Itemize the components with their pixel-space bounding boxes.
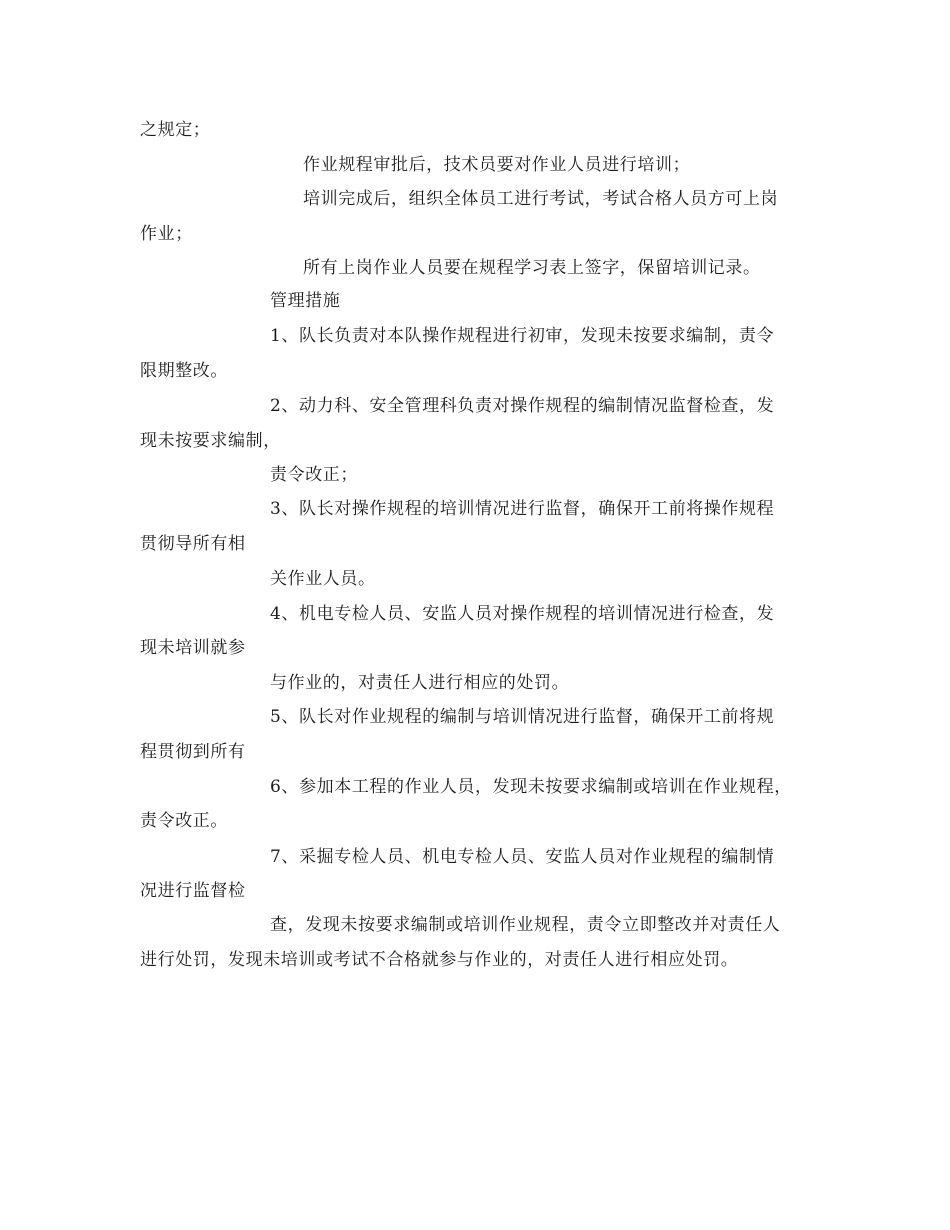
text-line: 与作业的，对责任人进行相应的处罚。 xyxy=(270,673,570,693)
text-line: 4、机电专检人员、安监人员对操作规程的培训情况进行检查，发 xyxy=(270,604,775,624)
text-line: 1、队长负责对本队操作规程进行初审，发现未按要求编制，责令 xyxy=(270,326,775,346)
text-line: 程贯彻到所有 xyxy=(140,742,246,762)
text-line: 关作业人员。 xyxy=(270,569,376,589)
text-line: 现未按要求编制， xyxy=(140,431,281,451)
text-line: 贯彻导所有相 xyxy=(140,534,246,554)
text-line: 7、采掘专检人员、机电专检人员、安监人员对作业规程的编制情 xyxy=(270,847,775,867)
text-line: 限期整改。 xyxy=(140,361,228,381)
text-line: 2、动力科、安全管理科负责对操作规程的编制情况监督检查，发 xyxy=(270,396,775,416)
text-line: 进行处罚，发现未培训或考试不合格就参与作业的，对责任人进行相应处罚。 xyxy=(140,950,739,970)
text-line: 责令改正。 xyxy=(140,811,228,831)
text-line: 培训完成后，组织全体员工进行考试，考试合格人员方可上岗 xyxy=(303,189,779,209)
text-line: 责令改正； xyxy=(270,465,358,485)
text-line: 作业； xyxy=(140,224,193,244)
text-line: 所有上岗作业人员要在规程学习表上签字，保留培训记录。 xyxy=(303,258,761,278)
text-line: 6、参加本工程的作业人员，发现未按要求编制或培训在作业规程， xyxy=(270,777,792,797)
text-line: 作业规程审批后，技术员要对作业人员进行培训； xyxy=(303,155,691,175)
text-line: 查，发现未按要求编制或培训作业规程，责令立即整改并对责任人 xyxy=(270,915,781,935)
section-heading: 管理措施 xyxy=(270,291,341,311)
text-line: 现未培训就参 xyxy=(140,638,246,658)
text-line: 3、队长对操作规程的培训情况进行监督，确保开工前将操作规程 xyxy=(270,499,775,519)
text-line: 况进行监督检 xyxy=(140,881,246,901)
text-line: 之规定； xyxy=(140,120,211,140)
text-line: 5、队长对作业规程的编制与培训情况进行监督，确保开工前将规 xyxy=(270,707,775,727)
